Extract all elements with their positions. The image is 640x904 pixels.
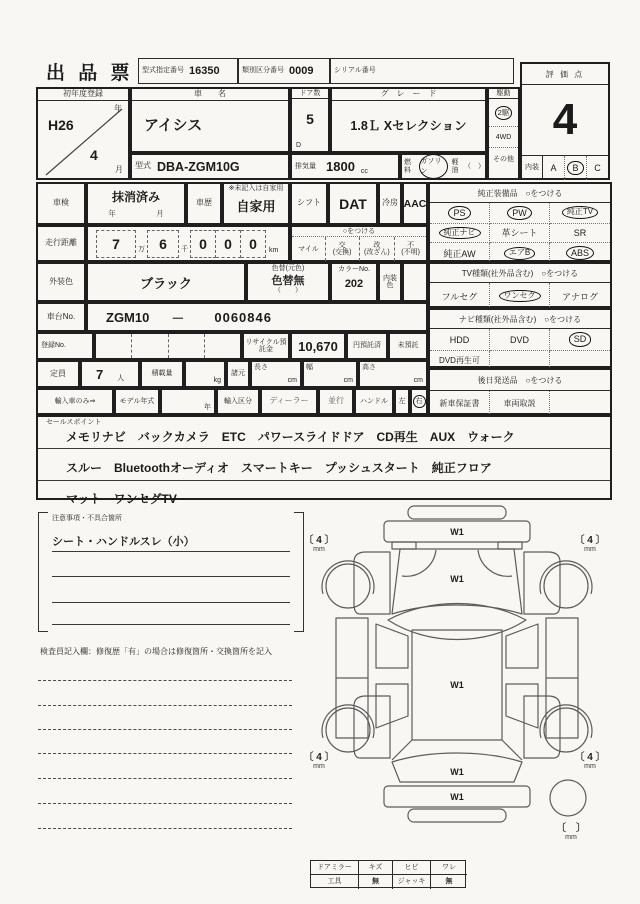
mile-label: マイル (297, 245, 319, 253)
damage-mark-rear-gate: W1 (450, 767, 464, 777)
equip-leather: 革シート (490, 224, 550, 244)
import-parallel-cell: 並行 (318, 388, 354, 415)
tv-oneseg: ワンセグ (490, 283, 550, 309)
rear-left-fender-arc (322, 705, 374, 738)
width-unit: cm (343, 376, 353, 384)
defect-line-1: シート・ハンドルスレ（小） (52, 526, 290, 552)
recycle-label-cell: リサイクル預託金 (242, 332, 290, 360)
navi-dvd: DVD (490, 329, 550, 351)
navi-type-options (430, 329, 610, 351)
odometer-man: 7 (96, 230, 136, 258)
shaken-value: 抹消済み (111, 189, 160, 204)
displacement-unit: cc (360, 167, 368, 175)
tread-rear-left: 〔 4 〕 mm (303, 752, 335, 770)
genuine-equipment-title: 純正装備品 ○をつける (430, 184, 610, 203)
defects-notes-label: 注意事項・不具合箇所 (52, 515, 122, 522)
writing-line (38, 705, 292, 706)
chassis-prefix: ZGM10 (106, 309, 150, 325)
car-name-label: 車 名 (132, 89, 288, 101)
km-unit: km (269, 246, 279, 254)
height-cell (358, 360, 428, 388)
mile-options (292, 237, 426, 261)
exterior-color-value-cell: ブラック (86, 262, 246, 302)
equip-sr: SR (550, 224, 610, 244)
mile-option-exchanged: 交 (交換) (325, 237, 359, 261)
navi-dvd-playable: DVD再生可 (430, 351, 490, 369)
color-number-value: 202 (344, 278, 364, 291)
spare-tire (550, 780, 586, 816)
later-shipment-title: 後日発送品 ○をつける (430, 370, 610, 391)
interior-grade-c: C (594, 163, 601, 173)
front-right-tire (544, 564, 588, 608)
registration-number-cells (94, 332, 242, 360)
writing-line (38, 729, 292, 730)
right-front-window (506, 624, 538, 668)
front-bumper-notch-right (498, 542, 522, 549)
odometer-cell (86, 225, 290, 262)
displacement-label: 排気量 (295, 162, 316, 170)
ac-value-cell: AAC (402, 182, 428, 225)
class-code-box (238, 58, 330, 84)
odometer-sen: 6 (147, 230, 179, 258)
import-type-label-cell: 輸入区分 (216, 388, 260, 415)
mirror-tools-table (310, 860, 466, 888)
model-year-value-cell (160, 388, 216, 415)
grade-value: 1.8Ｌ Xセレクション (350, 118, 467, 133)
mileage-label-cell: 走行距離 (36, 225, 86, 262)
front-right-fender-arc (540, 561, 592, 594)
sales-line-3: マット ワンセグTV (66, 492, 177, 506)
ship-manual: 車両取説 (490, 391, 550, 416)
page-title: 出 品 票 (46, 63, 134, 84)
interior-color-value-cell (402, 262, 428, 302)
drive-label: 駆動 (489, 89, 518, 99)
drive-cell (487, 87, 520, 180)
equip-airbag: エアB (490, 243, 550, 263)
equip-aw: 純正AW (430, 243, 490, 263)
drive-other: その他 (489, 147, 518, 170)
genuine-equipment-box (428, 182, 612, 262)
left-rear-window (376, 684, 408, 728)
tread-spare: 〔 〕 mm (556, 823, 586, 841)
interior-grade-label: 内装 (522, 156, 543, 180)
navi-type-title: ナビ種類(社外品含む) ○をつける (430, 310, 610, 329)
model-designation-box (138, 58, 238, 84)
load-label-cell: 積載量 (140, 360, 184, 388)
jack-label: ジャッキ (393, 875, 431, 889)
rear-right-fender-arc (540, 705, 592, 738)
equip-ps: PS (430, 203, 490, 224)
navi-type-box (428, 308, 612, 368)
hood-arch-right (478, 550, 512, 576)
capacity-label-cell: 定員 (36, 360, 80, 388)
mile-check-cell (290, 225, 428, 262)
vehicle-diagram (296, 500, 620, 860)
navi-dvd-row (430, 351, 610, 369)
drive-2wd: 2駆 (489, 99, 518, 126)
tv-type-title: TV種類(社外品含む) ○をつける (430, 264, 610, 283)
shift-label-cell: シフト (290, 182, 328, 225)
front-left-fender-arc (322, 561, 374, 594)
serial-number-box (330, 58, 514, 84)
writing-line (38, 680, 292, 681)
model-year-unit: 年 (204, 403, 211, 411)
crack-label: ヒビ (393, 861, 431, 875)
repaint-paren: （ ） (274, 287, 302, 295)
shift-value-cell: DAT (328, 182, 378, 225)
repaint-cell (246, 262, 330, 302)
interior-grade-b: B (565, 156, 587, 180)
mile-circle-note: ○をつける (292, 227, 426, 237)
car-name-value: アイシス (144, 117, 203, 135)
writing-line (38, 803, 292, 804)
import-only-label-cell: 輸入車のみ⇒ (36, 388, 114, 415)
import-dealer-cell: ディーラー (260, 388, 318, 415)
shaken-value-cell (86, 182, 186, 225)
class-code-label: 類別区分番号 (242, 67, 284, 75)
handle-right-cell: 右 (410, 388, 428, 415)
length-unit: cm (287, 376, 297, 384)
writing-line (38, 828, 292, 829)
dims-label-cell: 諸元 (226, 360, 250, 388)
ship-warranty-book: 新車保証書 (430, 391, 490, 416)
fuel-label: 燃料 (404, 159, 411, 174)
capacity-unit: 人 (117, 375, 125, 383)
tools-label: 工具 (311, 875, 359, 889)
defect-line-2 (52, 564, 290, 577)
mile-option-tampered: 改 (改ざん) (359, 237, 395, 261)
displacement-value: 1800 (326, 159, 355, 174)
height-label: 高さ (362, 364, 376, 371)
year-unit: 年 (114, 104, 122, 113)
odometer-d2: 0 (216, 230, 241, 258)
grade-label: グ レ ー ド (332, 89, 485, 101)
navi-sd: SD (550, 329, 610, 351)
model-code-value: DBA-ZGM10G (157, 159, 240, 174)
first-registration-month: 4 (90, 147, 98, 163)
front-left-tire (326, 564, 370, 608)
writing-line (38, 778, 292, 779)
man-unit: 万 (138, 245, 145, 253)
ac-label-cell: 冷房 (378, 182, 402, 225)
defects-notes-box (38, 512, 304, 632)
sales-points-label: セールスポイント (46, 419, 102, 426)
door-mirror-label: ドアミラー (311, 861, 359, 875)
color-number-label: カラーNo. (338, 266, 370, 273)
fuel-cell (400, 153, 487, 180)
shaken-date-units: 年 月 (108, 209, 164, 218)
history-value-cell (222, 182, 290, 225)
right-rear-window (506, 684, 538, 728)
recycle-not-deposited-cell: 未預託 (388, 332, 428, 360)
history-note: ※未記入は自家用 (228, 185, 284, 192)
break-label: ワレ (431, 861, 467, 875)
equip-tv: 純正TV (550, 203, 610, 224)
tread-front-left: 〔 4 〕 mm (303, 535, 335, 553)
interior-grade-a: A (543, 156, 565, 180)
fuel-diesel: 軽油 (451, 159, 459, 174)
model-year-label-cell: モデル年式 (114, 388, 160, 415)
handle-label-cell: ハンドル (354, 388, 394, 415)
class-code-value: 0009 (289, 65, 314, 77)
length-cell (250, 360, 302, 388)
genuine-equipment-grid (430, 203, 610, 263)
sales-line-1: メモリナビ バックカメラ ETC パワースライドドア CD再生 AUX ウォーク (38, 417, 610, 449)
scratch-label: キズ (359, 861, 393, 875)
hood-arch-left (402, 550, 436, 576)
chassis-number: 0060846 (214, 309, 272, 325)
car-name-cell (130, 87, 290, 153)
month-unit: 月 (115, 165, 123, 175)
load-value-cell (184, 360, 226, 388)
tv-type-options (430, 283, 610, 309)
interior-color-label-cell: 内装色 (378, 262, 402, 302)
grade-cell (330, 87, 487, 153)
tv-type-box (428, 262, 612, 308)
equip-pw: PW (490, 203, 550, 224)
inspector-note: 検査員記入欄：修復歴「有」の場合は修復箇所・交換箇所を記入 (40, 647, 272, 656)
rear-right-tire (544, 708, 588, 752)
capacity-value: 7 (96, 366, 104, 382)
evaluation-label: 評 価 点 (522, 64, 608, 85)
tread-front-right: 〔 4 〕 mm (574, 535, 606, 553)
capacity-value-cell (80, 360, 140, 388)
later-shipment-options (430, 391, 610, 416)
rear-left-tire (326, 708, 370, 752)
tread-rear-right: 〔 4 〕 mm (574, 752, 606, 770)
serial-number-label: シリアル番号 (334, 67, 376, 75)
writing-line (38, 753, 292, 754)
doors-value: 5 (306, 111, 314, 128)
first-registration-label: 初年度登録 (38, 89, 128, 101)
length-label: 長さ (254, 364, 268, 371)
doors-unit: D (296, 141, 302, 149)
model-designation-value: 16350 (189, 65, 220, 77)
damage-mark-rear-bumper: W1 (450, 792, 464, 802)
height-unit: cm (413, 376, 423, 384)
navi-hdd: HDD (430, 329, 490, 351)
tools-value: 無 (359, 875, 393, 889)
odometer-d1: 0 (190, 230, 216, 258)
displacement-cell (290, 153, 400, 180)
doors-label: ドア数 (292, 89, 328, 99)
repaint-label: 色替(元色) (271, 265, 305, 272)
sales-points-box (36, 415, 612, 506)
jack-value: 無 (445, 878, 453, 886)
first-registration-year: H26 (48, 117, 74, 133)
first-registration-cell (36, 87, 130, 180)
doors-cell (290, 87, 330, 153)
interior-grade-row (522, 156, 608, 180)
model-code-label: 型式 (135, 161, 151, 171)
sen-unit: 千 (181, 245, 188, 253)
width-cell (302, 360, 358, 388)
evaluation-score: 4 (522, 85, 608, 156)
model-code-cell (130, 153, 290, 180)
defect-line-4 (52, 612, 290, 625)
chassis-dash: － (171, 310, 185, 326)
color-number-cell (330, 262, 378, 302)
fuel-gasoline: ガソリン (419, 154, 448, 179)
sales-line-2: スルー Bluetoothオーディオ スマートキー プッシュスタート 純正フロア (38, 449, 610, 481)
front-bumper-notch-left (392, 542, 416, 549)
damage-mark-hood: W1 (450, 574, 464, 584)
history-label-cell: 車歴 (186, 182, 222, 225)
defect-line-3 (52, 590, 290, 603)
shaken-label-cell: 車検 (36, 182, 86, 225)
equip-navi: 純正ナビ (430, 224, 490, 244)
evaluation-box (520, 62, 610, 180)
exterior-color-label-cell: 外装色 (36, 262, 86, 302)
model-designation-label: 型式指定番号 (142, 67, 184, 75)
equip-abs: ABS (550, 243, 610, 263)
mile-option-unknown: 不 (不明) (394, 237, 426, 261)
chassis-label-cell: 車台No. (36, 302, 86, 332)
tv-analog: アナログ (561, 291, 598, 302)
damage-mark-front-bumper: W1 (450, 527, 464, 537)
rear-strip (408, 809, 506, 822)
tv-fullseg: フルセグ (430, 283, 490, 309)
recycle-deposited-cell: 円預託済 (346, 332, 388, 360)
load-unit: kg (213, 376, 221, 384)
registration-label-cell: 登録No. (36, 332, 94, 360)
front-grille (408, 506, 506, 519)
odometer-d3: 0 (241, 230, 266, 258)
history-value: 自家用 (236, 198, 276, 214)
handle-left-cell: 左 (394, 388, 410, 415)
recycle-value-cell: 10,670 (290, 332, 346, 360)
windshield (388, 604, 526, 640)
chassis-value-cell (86, 302, 428, 332)
repaint-value: 色替無 (271, 274, 305, 287)
left-front-window (376, 624, 408, 668)
fuel-paren: （ ） (464, 162, 485, 170)
width-label: 幅 (306, 364, 313, 371)
later-shipment-box (428, 368, 612, 415)
damage-mark-roof: W1 (450, 680, 464, 690)
drive-4wd: 4WD (489, 126, 518, 147)
